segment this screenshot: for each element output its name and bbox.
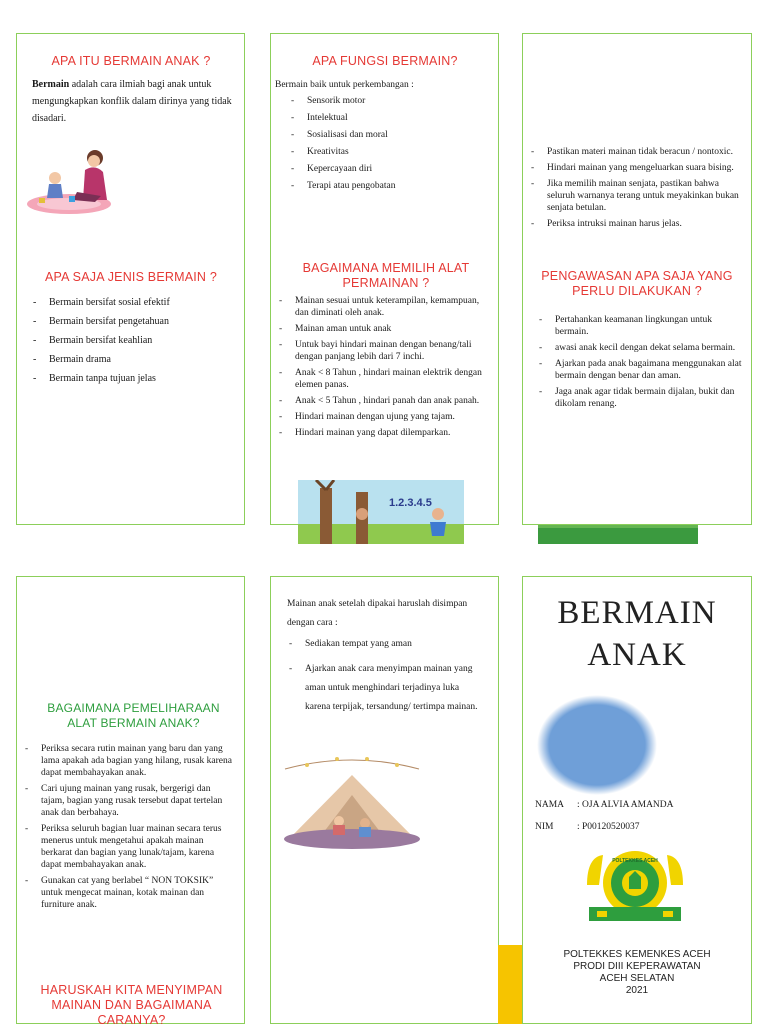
list-item: - Ajarkan pada anak bagaimana menggunakan alat bermain dengan benar dan aman.: [535, 358, 745, 382]
cover-title-line1: BERMAIN: [557, 595, 717, 631]
list-item: - Bermain bersifat keahlian: [29, 334, 239, 348]
tent-play-illustration: [277, 755, 427, 851]
choosing-toys-list: [275, 295, 490, 443]
counting-numbers-text: 1.2.3.4.5: [389, 497, 432, 509]
list-item: - Kreativitas: [287, 146, 487, 158]
definition-bold-word: Bermain: [32, 79, 70, 90]
name-label: NAMA: [535, 800, 565, 810]
list-item: - Bermain bersifat pengetahuan: [29, 315, 239, 329]
storage-intro: Mainan anak setelah dipakai haruslah disimpan dengan cara :: [287, 599, 468, 628]
toy-care-list: [21, 743, 236, 915]
panel-safety-supervision: [522, 33, 752, 525]
list-item: - Anak < 5 Tahun , hindari panah dan anak panah.: [275, 395, 490, 407]
list-item: - Periksa intruksi mainan harus jelas.: [527, 218, 742, 230]
list-item: - Periksa secara rutin mainan yang baru dan yang lama apakah ada bagian yang hilang, rusak karena dapat membahayakan anak.: [21, 743, 236, 779]
list-item: - Jika memilih mainan senjata, pastikan bahwa seluruh warnanya terang untuk meyakinkan bukan senjata betulan.: [527, 178, 742, 214]
list-item: - Pastikan materi mainan tidak beracun / nontoxic.: [527, 146, 742, 158]
list-item: - Gunakan cat yang berlabel “ NON TOKSIK” untuk mengecat mainan, kotak mainan dan furniture anak.: [21, 875, 236, 911]
list-item: - Mainan sesuai untuk keterampilan, kemampuan, dan diminati oleh anak.: [275, 295, 490, 319]
nim-row: [535, 821, 745, 833]
list-item: - Bermain tanpa tujuan jelas: [29, 372, 239, 386]
institution-line: PRODI DIII KEPERAWATAN: [573, 961, 701, 972]
panel-toy-storage: [270, 576, 499, 1024]
panel-toy-care: [16, 576, 245, 1027]
heading-choosing-toys: BAGAIMANA MEMILIH ALAT PERMAINAN ?: [302, 261, 470, 290]
hide-and-seek-illustration: [298, 480, 464, 544]
institution-line: POLTEKKES KEMENKES ACEH: [563, 949, 711, 960]
list-item: - Untuk bayi hindari mainan dengan benang/tali dengan panjang lebih dari 7 inchi.: [275, 339, 490, 363]
name-value: : OJA ALVIA AMANDA: [577, 800, 674, 810]
storage-list: [285, 635, 485, 723]
heading-types-of-play: APA SAJA JENIS BERMAIN ?: [45, 270, 217, 284]
panel-cover: [522, 576, 752, 1024]
list-item: - Jaga anak agar tidak bermain dijalan, bukit dan dikolam renang.: [535, 386, 745, 410]
list-item: - Cari ujung mainan yang rusak, bergerigi dan tajam, bagian yang rusak tersebut dapat tertelan anak dan berbahaya.: [21, 783, 236, 819]
panel-what-is-play: [16, 33, 245, 525]
list-item: - Mainan aman untuk anak: [275, 323, 490, 335]
list-item: - Ajarkan anak cara menyimpan mainan yang aman untuk menghindari terjadinya luka karena terpijak, tersandung/ tertimpa mainan.: [285, 660, 485, 717]
name-row: [535, 799, 745, 811]
list-item: - Sensorik motor: [287, 95, 487, 107]
types-of-play-list: [29, 296, 239, 391]
function-intro: Bermain baik untuk perkembangan :: [275, 80, 414, 90]
list-item: - Hindari mainan yang mengeluarkan suara bising.: [527, 162, 742, 174]
list-item: - Bermain drama: [29, 353, 239, 367]
photo-placeholder-oval: [537, 695, 657, 795]
list-item: - Hindari mainan yang dapat dilemparkan.: [275, 427, 490, 439]
heading-toy-care: BAGAIMANA PEMELIHARAAN ALAT BERMAIN ANAK?: [47, 701, 220, 730]
list-item: - Periksa seluruh bagian luar mainan secara terus menerus untuk mengetahui apakah mainan berkarat dan bagian yang lunak/tajam, karena dapat membahayakan anak.: [21, 823, 236, 871]
heading-toy-storage: HARUSKAH KITA MENYIMPAN MAINAN DAN BAGAIMANA CARANYA?: [40, 983, 223, 1027]
institution-line: ACEH SELATAN: [599, 973, 675, 984]
cover-title-line2: ANAK: [587, 637, 687, 673]
list-item: - Hindari mainan dengan ujung yang tajam.: [275, 411, 490, 423]
list-item: - Intelektual: [287, 112, 487, 124]
nim-label: NIM: [535, 822, 554, 832]
heading-what-is-play: APA ITU BERMAIN ANAK ?: [51, 54, 211, 68]
function-list: [287, 95, 487, 197]
logo-text: POLTEKKES ACEH: [612, 858, 658, 864]
definition-text: [32, 76, 240, 127]
toy-safety-list: [527, 146, 742, 234]
institution-block: [523, 949, 751, 997]
list-item: - Anak < 8 Tahun , hindari mainan elektrik dengan elemen panas.: [275, 367, 490, 391]
list-item: - Sosialisasi dan moral: [287, 129, 487, 141]
list-item: - Kepercayaan diri: [287, 163, 487, 175]
list-item: - Terapi atau pengobatan: [287, 180, 487, 192]
nim-value: : P00120520037: [577, 822, 640, 832]
list-item: - Bermain bersifat sosial efektif: [29, 296, 239, 310]
heading-function-of-play: APA FUNGSI BERMAIN?: [312, 54, 458, 68]
panel-function-of-play: [270, 33, 499, 525]
institution-line: 2021: [625, 985, 649, 996]
definition-rest: adalah cara ilmiah bagi anak untuk mengungkapkan konflik dalam dirinya yang tidak disadari.: [32, 79, 232, 124]
list-item: - Pertahankan keamanan lingkungan untuk bermain.: [535, 314, 745, 338]
list-item: - Sediakan tempat yang aman: [285, 635, 485, 654]
heading-supervision: PENGAWASAN APA SAJA YANG PERLU DILAKUKAN ?: [541, 269, 733, 298]
accent-yellow-bar: [498, 945, 522, 1024]
grass-pond-illustration: [538, 525, 698, 544]
supervision-list: [535, 314, 745, 414]
list-item: - awasi anak kecil dengan dekat selama bermain.: [535, 342, 745, 354]
mother-child-illustration: [25, 140, 117, 216]
